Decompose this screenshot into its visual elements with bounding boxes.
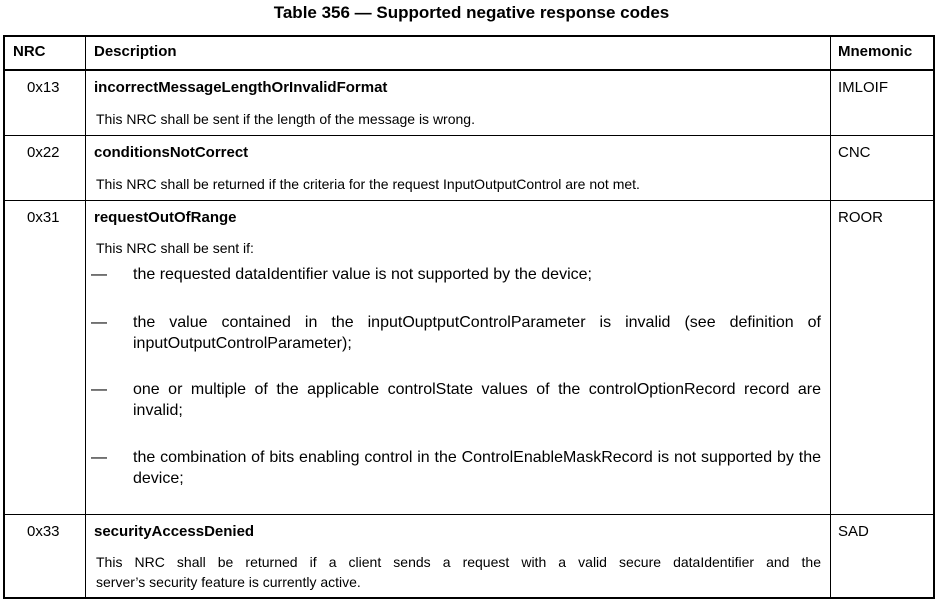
- table-row: [5, 71, 933, 135]
- nrc-name: incorrectMessageLengthOrInvalidFormat: [94, 79, 388, 96]
- nrc-mnemonic: SAD: [838, 523, 869, 540]
- nrc-code: 0x13: [27, 79, 60, 96]
- nrc-name: securityAccessDenied: [94, 523, 255, 540]
- dash-bullet: —: [91, 314, 107, 331]
- header-mnemonic: Mnemonic: [838, 43, 913, 60]
- list-item-text: one or multiple of the applicable controlState values of the controlOptionRecord record are invalid;: [133, 381, 821, 419]
- nrc-description-line: This NRC shall be returned if a client sends a request with a valid secure dataIdentifier and the: [96, 554, 821, 570]
- table-row: [5, 201, 933, 514]
- nrc-code: 0x33: [27, 523, 60, 540]
- nrc-mnemonic: IMLOIF: [838, 79, 889, 96]
- list-item-text: the value contained in the inputOuptputControlParameter is invalid (see definition of inputOutputControlParameter);: [133, 314, 821, 352]
- nrc-code: 0x31: [27, 209, 60, 226]
- table-row: [5, 136, 933, 200]
- list-item-text: the combination of bits enabling control in the ControlEnableMaskRecord is not supported by the device;: [133, 449, 821, 487]
- dash-bullet: —: [91, 266, 107, 283]
- nrc-description: This NRC shall be returned if the criteria for the request InputOutputControl are not met.: [96, 176, 640, 192]
- nrc-name: requestOutOfRange: [94, 209, 237, 226]
- nrc-description: This NRC shall be sent if the length of the message is wrong.: [96, 111, 475, 127]
- nrc-table: [3, 35, 935, 599]
- table-caption: Table 356 — Supported negative response codes: [273, 3, 670, 22]
- nrc-description: This NRC shall be sent if:: [96, 240, 254, 256]
- nrc-description-line: server’s security feature is currently active.: [96, 574, 361, 590]
- dash-bullet: —: [91, 381, 107, 398]
- dash-bullet: —: [91, 449, 107, 466]
- nrc-name: conditionsNotCorrect: [94, 144, 249, 161]
- list-item-text: the requested dataIdentifier value is not supported by the device;: [133, 266, 592, 283]
- nrc-mnemonic: CNC: [838, 144, 871, 161]
- header-nrc: NRC: [13, 43, 46, 60]
- nrc-code: 0x22: [27, 144, 60, 161]
- table-row: [5, 515, 933, 599]
- header-description: Description: [94, 43, 177, 60]
- nrc-mnemonic: ROOR: [838, 209, 883, 226]
